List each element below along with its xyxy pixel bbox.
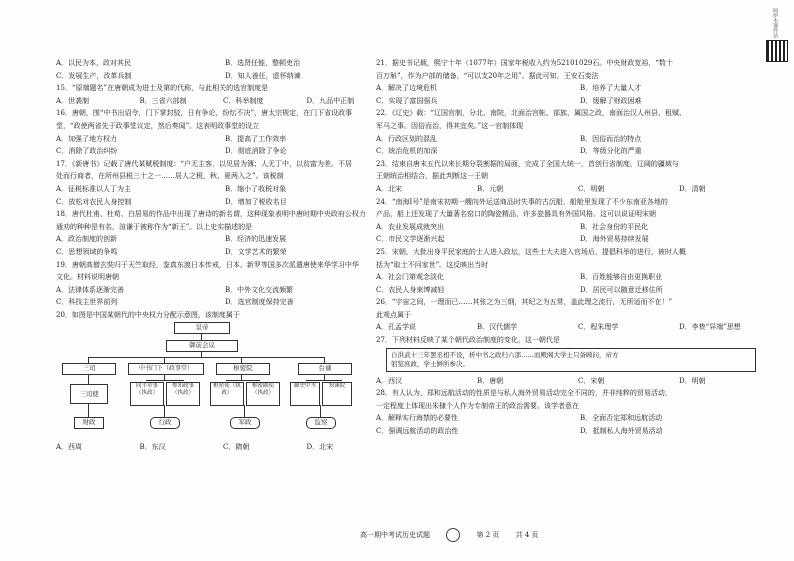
right-column (376, 58, 776, 439)
question-21: 21．据史书记载，熙宁十年（1077年）国家年税收入约为52101029石。中央财政宽裕，“数十 (376, 59, 673, 67)
option: B．中外文化交流频繁 (225, 285, 294, 294)
option: B．经济的迅速发展 (225, 235, 287, 244)
option: B．三省六部制 (139, 96, 187, 105)
diagram-leaf: 枢密副使（执政） (246, 382, 280, 406)
footer-total: 共 4 页 (515, 531, 539, 539)
question-16-cont: 堂，“政使两省先于政事堂议定，然后奏闻”。这表明政事堂的设立 (56, 121, 260, 130)
q17-options (56, 184, 386, 209)
diagram-branch: 中书门下（政事堂） (128, 363, 204, 375)
option: D．彻底消除了争论 (225, 147, 287, 156)
option: B．全面否定郑和远航活动 (580, 414, 663, 423)
power-structure-diagram (56, 322, 356, 442)
question-23: 23．结束自唐末五代以来长期分裂割据的局面，完成了全国大统一，首创行省制度，辽阔的疆域与 (376, 159, 679, 168)
option: C．实现了富国强兵 (376, 96, 438, 105)
option: D．等级分化的严重 (580, 147, 642, 156)
option: A．解释实行海禁的必要性 (376, 414, 459, 423)
question-17-cont: 处而行商者，在所州县税三十之一……居人之税，秋、夏两入之”。该税制 (56, 172, 284, 181)
question-18-cont: 通劝的种种是有名，渲谦于被称作为“新王”。以上史实描述的是 (56, 222, 253, 231)
diagram-leaf: 知谏院 (322, 382, 352, 406)
option: B．东汉 (139, 443, 166, 452)
diagram-leaf: 参知政事（执政） (166, 382, 200, 406)
q16-options (56, 134, 386, 159)
option: A．西周 (56, 443, 83, 452)
option: A．行政区划的混乱 (376, 134, 438, 143)
option: A．加强了地方权力 (56, 134, 118, 143)
page-footer (360, 528, 553, 542)
question-24: 24．“南海Ⅰ号”是南宋初期一艘向外运送商品时失事的古沉船，船舱里发现了不少东南亚各地的 (376, 197, 668, 206)
option: D．居民可以随意迁移住所 (580, 285, 663, 294)
footer-title: 高一期中考试历史试题 (360, 531, 430, 539)
option: D．缓解了财政困难 (580, 96, 642, 105)
q18-options (56, 234, 386, 259)
option: C．科举制度 (223, 96, 264, 105)
q23-options (376, 184, 776, 197)
question-26: 26．“宇宙之间，一理而已……其张之为三纲，其纪之为五常，盖此理之流行，无所适而不在！” (376, 298, 673, 307)
q21-options (376, 83, 776, 108)
option: C．放松对农民人身控制 (56, 197, 132, 206)
question-25: 25．宋朝，大批出身平民家庭的士人进入政坛，这些士大夫进入官场后，提倡科举的进行，被时人概 (376, 247, 686, 256)
question-19-cont: 文化。材料说明唐朝 (56, 273, 119, 282)
option: D．知人善任，虚怀纳谏 (225, 71, 301, 80)
option: B．缩小了收税对象 (225, 184, 287, 193)
q19-options (56, 285, 386, 310)
diagram-imperial-council: 御前会议 (166, 340, 238, 352)
q27-source-box (386, 348, 756, 372)
option: A．征税标准以人丁为主 (56, 184, 132, 193)
question-18: 18．唐代杜甫、杜荀、白居易的作品中出现了唐诗的新名谓，这种现象表明中唐时期中央政府公权力 (56, 210, 366, 219)
question-23-cont: 王朝统治相结合，据此判断这一王朝 (376, 172, 488, 181)
diagram-leaf: 枢密使（执政） (210, 382, 244, 406)
q24-options (376, 222, 776, 247)
option: A．西汉 (376, 376, 403, 385)
diagram-leaf: 三司使 (70, 384, 108, 404)
diagram-tag: 行政 (150, 417, 180, 429)
question-20: 20．如图是中国某朝代的中央权力分配示意图，该制度属于 (56, 310, 240, 319)
option: C．宋朝 (578, 376, 605, 385)
option: B．提高了工作效率 (225, 134, 287, 143)
option: D．北宋 (306, 443, 334, 452)
q26-options (376, 322, 776, 335)
option: C．程朱理学 (578, 323, 619, 332)
diagram-tag: 监察 (306, 417, 336, 429)
option: D．清朝 (679, 184, 706, 193)
option: A．世袭制 (56, 96, 90, 105)
option: A．北宋 (376, 184, 403, 193)
option: C．农民人身束缚减轻 (376, 285, 445, 294)
option: C．强调远航活动的政治性 (376, 427, 459, 436)
option: A．农业发展成就突出 (376, 222, 445, 231)
option: A．以民为本，政对其民 (56, 59, 132, 67)
left-column (56, 58, 386, 455)
option: D．增加了税收名目 (225, 197, 287, 206)
question-19: 19．唐朝高僧玄奘归于天竺取经，鉴真东渡日本传戒，日本、新罗等国多次派遣唐使来华学习中华 (56, 260, 359, 269)
q15-options (56, 96, 386, 109)
option: D．抵制私人海外贸易活动 (580, 427, 663, 436)
diagram-tag: 财政 (74, 417, 104, 429)
question-16: 16．唐朝，围“中书出诏令，门下掌封驳，日有争论，纷纭不决”，唐太宗规定，在门下省设政事 (56, 109, 353, 118)
question-21-cont: 百万斛”，作为户部的储备，“可以支20年之用”。据此可知，王安石变法 (376, 71, 599, 80)
option: C．发展生产，改革兵制 (56, 71, 132, 80)
option: D．海外贸易持续发展 (580, 235, 649, 244)
question-26-cont: 此观点属于 (376, 310, 411, 319)
option: C．市民文学逐渐兴起 (376, 235, 445, 244)
q27-options (376, 376, 776, 389)
option: C．隋朝 (223, 443, 250, 452)
option: C．统治危机的加深 (376, 147, 438, 156)
diagram-leaf: 同平章事（执政） (130, 382, 164, 406)
school-seal-icon (446, 528, 460, 542)
option: C．思想领域的争鸣 (56, 247, 118, 256)
option: B．培养了大量人才 (580, 84, 642, 93)
diagram-leaf: 御史中丞 (290, 382, 320, 406)
option: D．文学艺术的繁荣 (225, 247, 287, 256)
qr-caption: 阿伊木课件站 (772, 8, 778, 38)
diagram-branch: 台谏 (298, 363, 352, 375)
option: A．解决了边境危机 (376, 84, 438, 93)
option: D．选官制度保持完善 (225, 298, 294, 307)
option: B．选贤任能，整顿吏治 (225, 59, 301, 67)
q22-options (376, 134, 776, 159)
question-27: 27．下列材料反映了某个朝代政治制度的变化，这一朝代是 (376, 336, 560, 345)
option: D．明朝 (679, 376, 706, 385)
q27-source-text-cont: 躬览庶政，学士鲜所参决。 (391, 359, 469, 368)
question-15: 15．“原端题名”在唐朝成为进士及第的代称，与此相关的选官制度是 (56, 84, 269, 93)
question-25-cont: 括为“取士不问家世”。这反映出当时 (376, 260, 489, 269)
option: C．明朝 (578, 184, 605, 193)
option: A．社会门第观念淡化 (376, 273, 445, 282)
question-28: 28．有人认为，郑和远航活动的性质是与私人海外贸易活动完全不同的，并非纯粹的贸易活动， (376, 389, 672, 398)
q28-options (376, 413, 776, 438)
diagram-tag: 军政 (230, 417, 260, 429)
option: C．消除了政治纠纷 (56, 147, 118, 156)
q20-options (56, 442, 386, 455)
diagram-branch: 三司 (62, 363, 116, 375)
option: D．李贽“异端”思想 (679, 323, 741, 332)
option: B．汉代儒学 (477, 323, 518, 332)
question-22-cont: 军马之事。因俗而治，得其宜矣。”这一官制体现 (376, 121, 524, 130)
question-28-cont: 一定程度上体现出朱棣个人作为专制帝王的政治需要。该学者意在 (376, 401, 579, 410)
option: B．社会身份的平民化 (580, 222, 649, 231)
question-17: 17．《新唐书》记载了唐代某赋税制度：“户无主客，以见居为簿；人无丁中，以贫富为差。不居 (56, 159, 352, 168)
question-24-cont: 产品，船上还发现了大量著名窑口的陶瓷精品，许多瓷器具有外国风格。这可以说证明宋朝 (376, 210, 656, 219)
option: A．法律体系逐渐完善 (56, 285, 125, 294)
option: C．科技主世界前列 (56, 298, 118, 307)
q25-options (376, 272, 776, 297)
option: A．孔孟学说 (376, 323, 417, 332)
question-22: 22．《辽史》载：“辽国官制，分北、南院，北面治宫帐、部族、属国之政，南面治汉人州县、租赋、 (376, 109, 686, 118)
option: D．九品中正制 (306, 96, 355, 105)
footer-page: 第 2 页 (476, 531, 500, 539)
option: B．因俗而治的特点 (580, 134, 642, 143)
option: B．百姓能够自由更换职业 (580, 273, 663, 282)
q27-source-text: 自洪武十三年罢丞相不设，析中书之政归六部……而殿阁大学士只备顾问，帝方 (391, 350, 619, 359)
option: B．元朝 (477, 184, 504, 193)
option: B．唐朝 (477, 376, 504, 385)
diagram-emperor: 皇帝 (174, 322, 230, 334)
diagram-branch: 枢密院 (216, 363, 270, 375)
option: A．政治制度的创新 (56, 235, 118, 244)
q14-options (56, 58, 386, 83)
